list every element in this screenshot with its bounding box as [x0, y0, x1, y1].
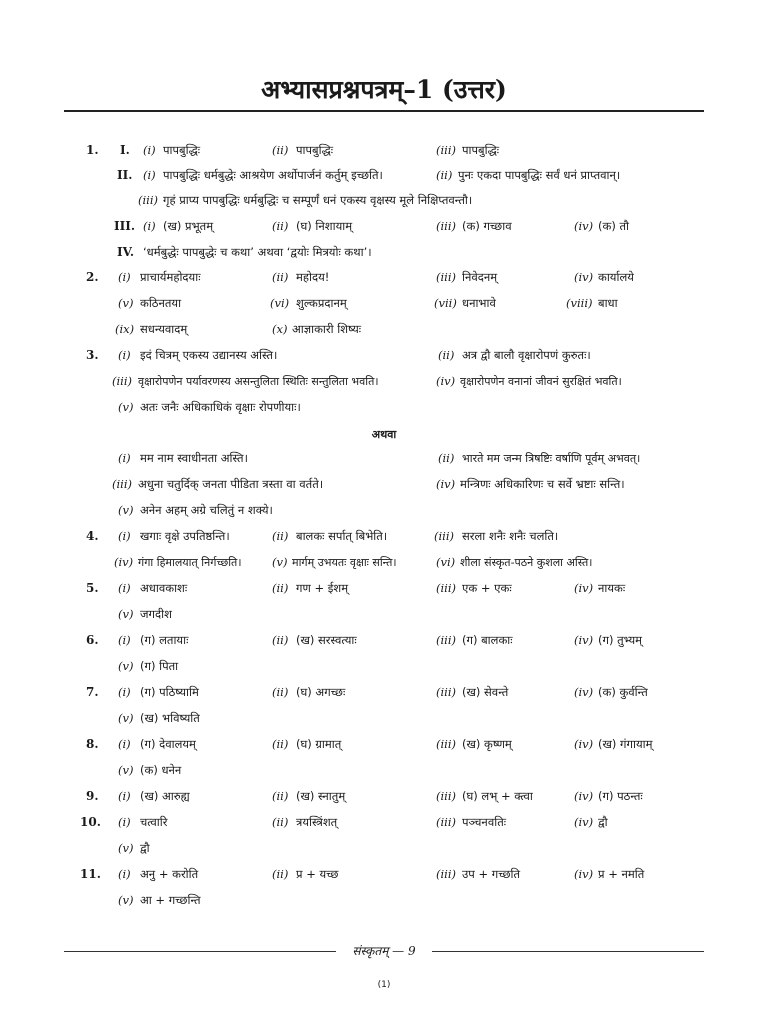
option-numeral: (v) [118, 711, 134, 725]
answer-text: (क) कुर्वन्ति [598, 685, 648, 699]
page-number: (1) [377, 980, 391, 990]
answer-text: (ग) पठन्तः [598, 789, 643, 803]
answer-text: शुल्कप्रदानम् [296, 296, 347, 310]
q3-row-6 [0, 503, 768, 523]
option-numeral: (iii) [436, 143, 457, 157]
q5-row-2 [0, 607, 768, 627]
option-numeral: (iii) [436, 270, 457, 284]
answer-text: सरला शनैः शनैः चलति। [462, 529, 559, 543]
q3-row-2 [0, 374, 768, 394]
option-numeral: (v) [118, 607, 134, 621]
option-numeral: (iv) [574, 270, 594, 284]
q1-row-III [0, 219, 768, 239]
answer-text: शीला संस्कृत-पठने कुशला अस्ति। [460, 556, 593, 569]
option-numeral: (ix) [115, 322, 135, 336]
answer-text: प्र + नमति [598, 867, 645, 881]
option-numeral: (ii) [272, 789, 289, 803]
q1-row-I [0, 143, 768, 163]
answer-text: बालकः सर्पात् बिभेति। [296, 529, 388, 543]
q4-row-1 [0, 529, 768, 549]
option-numeral: (ii) [272, 737, 289, 751]
answer-text: (ग) पठिष्यामि [140, 685, 199, 699]
q11-row-1 [0, 867, 768, 887]
question-number: 1. [86, 143, 99, 157]
answer-text: (ग) देवालयम् [140, 737, 196, 751]
option-numeral: (ii) [272, 270, 289, 284]
option-numeral: (iv) [574, 685, 594, 699]
option-numeral: (ii) [272, 685, 289, 699]
answer-text: (ख) आरुह्य [140, 789, 190, 803]
answer-text: अनु + करोति [140, 867, 199, 881]
answer-text: आ + गच्छन्ति [140, 893, 201, 907]
option-numeral: (ii) [272, 219, 289, 233]
option-numeral: (i) [143, 143, 156, 157]
answer-text: (ग) लतायाः [140, 633, 189, 647]
option-numeral: (i) [118, 685, 131, 699]
option-numeral: (ii) [438, 451, 455, 465]
option-numeral: (ii) [272, 867, 289, 881]
option-numeral: (i) [118, 270, 131, 284]
sub-label: IV. [117, 245, 135, 259]
option-numeral: (vii) [434, 296, 457, 310]
answer-text: पापबुद्धिः धर्मबुद्धेः आश्रयेण अर्थोपार्जनं कर्तुम् इच्छति। [163, 168, 383, 182]
option-numeral: (iii) [436, 737, 457, 751]
answer-text: जगदीश [140, 607, 172, 621]
q10-row-2 [0, 841, 768, 861]
q1-row-IV [0, 245, 768, 265]
q2-row-3 [0, 322, 768, 342]
option-numeral: (v) [118, 503, 134, 517]
option-numeral: (ii) [436, 168, 453, 182]
question-number: 9. [86, 789, 99, 803]
answer-text: (ग) पिता [140, 659, 179, 673]
option-numeral: (i) [118, 737, 131, 751]
answer-text: गंगा हिमालयात् निर्गच्छति। [138, 556, 242, 569]
option-numeral: (ii) [272, 143, 289, 157]
answer-text: महोदय! [296, 270, 330, 284]
answer-text: अत्र द्वौ बालौ वृक्षारोपणं कुरुतः। [462, 348, 591, 362]
answer-text: पापबुद्धिः [462, 143, 500, 157]
option-numeral: (i) [118, 581, 131, 595]
option-numeral: (iv) [114, 555, 134, 569]
option-numeral: (i) [118, 867, 131, 881]
option-numeral: (iii) [436, 685, 457, 699]
option-numeral: (iv) [574, 815, 594, 829]
footer-label: संस्कृतम् — 9 [352, 944, 416, 958]
sub-label: II. [117, 168, 133, 182]
question-number: 7. [86, 685, 99, 699]
option-numeral: (iv) [574, 219, 594, 233]
answer-text: गृहं प्राप्य पापबुद्धिः धर्मबुद्धिः च सम्पूर्णं धनं एकस्य वृक्षस्य मूले निक्षिप्तवन्तौ। [163, 193, 473, 207]
option-numeral: (i) [118, 348, 131, 362]
answer-text: अधुना चतुर्दिक् जनता पीडिता त्रस्ता वा वर्तते। [138, 477, 324, 491]
answer-text: पुनः एकदा पापबुद्धिः सर्वं धनं प्राप्तवान्। [458, 168, 621, 182]
answer-text: द्वौ [598, 815, 608, 829]
option-numeral: (v) [118, 841, 134, 855]
answer-text: त्रयस्त्रिंशत् [296, 815, 338, 829]
page-title: अभ्यासप्रश्नपत्रम्–1 (उत्तर) [261, 75, 507, 104]
option-numeral: (iii) [434, 529, 455, 543]
option-numeral: (iii) [112, 374, 133, 388]
option-numeral: (viii) [566, 296, 593, 310]
answer-text: इदं चित्रम् एकस्य उद्यानस्य अस्ति। [140, 348, 278, 362]
answer-text: पञ्चनवतिः [462, 815, 507, 829]
option-numeral: (i) [118, 633, 131, 647]
answer-text: धनाभावे [462, 296, 496, 310]
option-numeral: (vi) [436, 555, 456, 569]
q3-row-1 [0, 348, 768, 368]
question-number: 3. [86, 348, 99, 362]
answer-text: वृक्षारोपणेन वनानां जीवनं सुरक्षितं भवति। [460, 375, 622, 388]
question-number: 8. [86, 737, 99, 751]
q11-row-2 [0, 893, 768, 913]
answer-text: (ख) कृष्णम् [462, 737, 512, 751]
option-numeral: (iv) [436, 477, 456, 491]
question-number: 2. [86, 270, 99, 284]
answer-text: पापबुद्धिः [163, 143, 201, 157]
q7-row-2 [0, 711, 768, 731]
option-numeral: (iii) [436, 815, 457, 829]
option-numeral: (iii) [436, 581, 457, 595]
answer-text: एक + एकः [462, 581, 512, 595]
option-numeral: (ii) [438, 348, 455, 362]
option-numeral: (iv) [574, 633, 594, 647]
option-numeral: (i) [118, 789, 131, 803]
answer-text: प्राचार्यमहोदयाः [140, 270, 201, 284]
option-numeral: (i) [143, 219, 156, 233]
option-numeral: (v) [118, 763, 134, 777]
answer-text: कार्यालये [598, 270, 634, 284]
option-numeral: (v) [118, 893, 134, 907]
answer-text: पापबुद्धिः [296, 143, 334, 157]
sub-label: III. [114, 219, 136, 233]
option-numeral: (i) [118, 529, 131, 543]
answer-text: चत्वारि [140, 815, 168, 829]
option-numeral: (ii) [272, 529, 289, 543]
title-divider [64, 110, 704, 112]
option-numeral: (ii) [272, 633, 289, 647]
option-numeral: (x) [272, 322, 288, 336]
option-numeral: (iii) [436, 633, 457, 647]
answer-text: मम नाम स्वाधीनता अस्ति। [140, 451, 248, 465]
answer-text: (ग) बालकाः [462, 633, 513, 647]
answer-text: बाधा [598, 296, 618, 310]
answer-text: (ख) सेवन्ते [462, 685, 509, 699]
q2-row-1 [0, 270, 768, 290]
answer-text: द्वौ [140, 841, 150, 855]
option-numeral: (iv) [436, 374, 456, 388]
answer-text: (क) धनेन [140, 763, 182, 777]
answer-text: (ग) तुभ्यम् [598, 633, 642, 647]
option-numeral: (iii) [436, 789, 457, 803]
answer-text: (ख) भविष्यति [140, 711, 200, 725]
answer-text: (घ) अगच्छः [296, 685, 346, 699]
option-numeral: (iv) [574, 737, 594, 751]
answer-text: (ख) स्नातुम् [296, 789, 346, 803]
answer-text: अधावकाशः [140, 581, 188, 595]
answer-text: मन्त्रिणः अधिकारिणः च सर्वे भ्रष्टाः सन्ति। [460, 477, 625, 491]
option-numeral: (ii) [272, 581, 289, 595]
question-number: 6. [86, 633, 99, 647]
option-numeral: (i) [118, 451, 131, 465]
answer-text: मार्गम् उभयतः वृक्षाः सन्ति। [292, 556, 397, 569]
answer-text: भारते मम जन्म त्रिषष्टिः वर्षाणि पूर्वम् अभवत्। [462, 452, 641, 465]
q8-row-2 [0, 763, 768, 783]
sub-label: I. [120, 143, 130, 157]
answer-text: (ख) गंगायाम् [598, 737, 653, 751]
answer-text: (घ) लभ् + क्त्वा [462, 789, 533, 803]
question-number: 11. [80, 867, 101, 881]
q2-row-2 [0, 296, 768, 316]
option-numeral: (iii) [436, 867, 457, 881]
option-numeral: (i) [143, 168, 156, 182]
q1-row-II [0, 168, 768, 188]
answer-text: आज्ञाकारी शिष्यः [292, 322, 362, 336]
q3-row-3 [0, 400, 768, 420]
option-numeral: (iv) [574, 867, 594, 881]
answer-text: अनेन अहम् अग्रे चलितुं न शक्ये। [140, 503, 273, 517]
option-numeral: (i) [118, 815, 131, 829]
option-numeral: (iv) [574, 581, 594, 595]
answer-text: (क) तौ [598, 219, 629, 233]
question-number: 4. [86, 529, 99, 543]
answer-text: (क) गच्छाव [462, 219, 512, 233]
q3-row-4 [0, 451, 768, 471]
option-numeral: (v) [272, 555, 288, 569]
q1-row-II-iii [0, 193, 768, 213]
q3-row-5 [0, 477, 768, 497]
option-numeral: (v) [118, 400, 134, 414]
answer-text: कठिनतया [140, 296, 182, 310]
option-numeral: (iii) [138, 193, 159, 207]
q8-row-1 [0, 737, 768, 757]
q6-row-2 [0, 659, 768, 679]
question-number: 5. [86, 581, 99, 595]
answer-text: गण + ईशम् [296, 581, 349, 595]
q6-row-1 [0, 633, 768, 653]
answer-text: उप + गच्छति [462, 867, 521, 881]
answer-text: अतः जनैः अधिकाधिकं वृक्षाः रोपणीयाः। [140, 400, 301, 414]
answer-text: (घ) निशायाम् [296, 219, 353, 233]
answer-text: नायकः [598, 581, 626, 595]
option-numeral: (iv) [574, 789, 594, 803]
q10-row-1 [0, 815, 768, 835]
answer-text: (ख) प्रभूतम् [163, 219, 214, 233]
option-numeral: (ii) [272, 815, 289, 829]
answer-text: सधन्यवादम् [140, 322, 188, 336]
or-heading: अथवा [371, 428, 397, 441]
answer-text: प्र + यच्छ [296, 867, 339, 881]
question-number: 10. [80, 815, 101, 829]
option-numeral: (v) [118, 296, 134, 310]
q7-row-1 [0, 685, 768, 705]
answer-text: (घ) ग्रामात् [296, 737, 342, 751]
q5-row-1 [0, 581, 768, 601]
option-numeral: (vi) [270, 296, 290, 310]
option-numeral: (iii) [436, 219, 457, 233]
option-numeral: (iii) [112, 477, 133, 491]
option-numeral: (v) [118, 659, 134, 673]
q4-row-2 [0, 555, 768, 575]
answer-text: निवेदनम् [462, 270, 498, 284]
answer-text: (ख) सरस्वत्याः [296, 633, 357, 647]
answer-text: ‘धर्मबुद्धेः पापबुद्धेः च कथा’ अथवा ‘द्वयोः मित्रयोः कथा’। [143, 245, 372, 259]
answer-text: वृक्षारोपणेन पर्यावरणस्य असन्तुलिता स्थितिः सन्तुलिता भवति। [138, 375, 379, 388]
answer-text: खगाः वृक्षे उपतिष्ठन्ति। [140, 529, 230, 543]
q9-row-1 [0, 789, 768, 809]
